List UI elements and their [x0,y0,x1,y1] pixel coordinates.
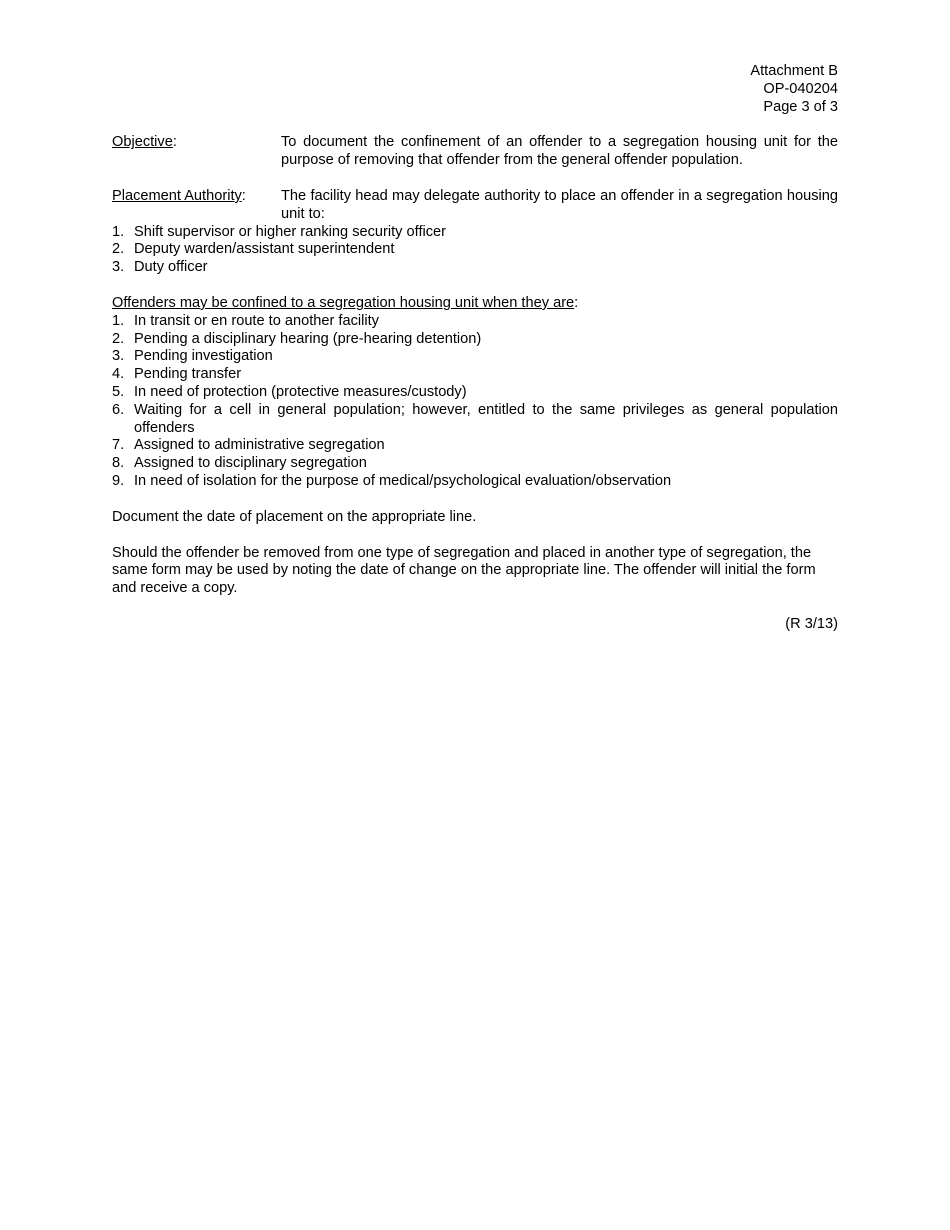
list-item-number: 6. [112,401,125,418]
list-item-number: 4. [112,366,125,383]
list-item [112,437,838,455]
list-item [112,241,838,259]
list-item-number: 3. [112,348,125,365]
revision-code: (R 3/13) [785,615,838,632]
placement-authority-label-colon: : [241,187,246,204]
document-header [112,63,838,116]
objective-label [112,134,281,170]
objective-section [112,134,838,170]
list-item-number: 3. [112,259,125,276]
list-item-text: Waiting for a cell in general population; however, entitled to the same privileges as general population offenders [134,401,838,436]
list-item-text: Duty officer [134,259,208,276]
list-item [112,366,838,384]
list-item [112,402,838,438]
list-item-number: 5. [112,383,125,400]
placement-authority-text: The facility head may delegate authority to place an offender in a segregation housing unit to: [281,187,838,222]
list-item-number: 2. [112,330,125,347]
list-item-text: Pending investigation [134,348,273,365]
list-item [112,384,838,402]
attachment-label: Attachment B [750,63,838,79]
offenders-heading-colon: : [574,294,579,311]
list-item-text: In need of isolation for the purpose of medical/psychological evaluation/observation [134,472,672,489]
list-item [112,348,838,366]
placement-authority-label [112,188,281,224]
list-item-text: Assigned to administrative segregation [134,437,385,454]
offenders-heading [112,295,838,313]
placement-authority-label-text: Placement Authority [112,187,242,204]
authority-list [112,224,838,277]
list-item [112,313,838,331]
objective-text: To document the confinement of an offender to a segregation housing unit for the purpose of removing that offender from the general offender population. [281,134,838,169]
offenders-heading-text: Offenders may be confined to a segregation housing unit when they are [112,294,575,311]
objective-label-text: Objective [112,134,173,151]
list-item-number: 9. [112,472,125,489]
list-item [112,331,838,349]
segregation-change-paragraph: Should the offender be removed from one type of segregation and placed in another type of segregation, the same form may be used by noting the date of change on the appropriate line. The offender will initial the form and receive a copy. [112,544,816,597]
list-item-number: 7. [112,437,125,454]
list-item-text: Pending transfer [134,366,242,383]
list-item [112,473,838,491]
list-item-number: 1. [112,223,125,240]
list-item-text: Assigned to disciplinary segregation [134,455,367,472]
confinement-reasons-list [112,313,838,491]
list-item [112,224,838,242]
op-number: OP-040204 [763,80,838,97]
list-item [112,455,838,473]
list-item-text: Shift supervisor or higher ranking security officer [134,223,447,240]
list-item-number: 8. [112,455,125,472]
list-item-number: 2. [112,241,125,258]
document-page [112,63,838,634]
list-item-text: Deputy warden/assistant superintendent [134,241,395,258]
date-placement-paragraph: Document the date of placement on the appropriate line. [112,508,477,525]
list-item [112,259,838,277]
list-item-text: In transit or en route to another facility [134,312,379,329]
placement-authority-section [112,188,838,224]
list-item-text: Pending a disciplinary hearing (pre-hearing detention) [134,330,482,347]
page-number: Page 3 of 3 [763,98,838,115]
list-item-text: In need of protection (protective measures/custody) [134,383,467,400]
list-item-number: 1. [112,312,125,329]
objective-label-colon: : [172,134,177,151]
